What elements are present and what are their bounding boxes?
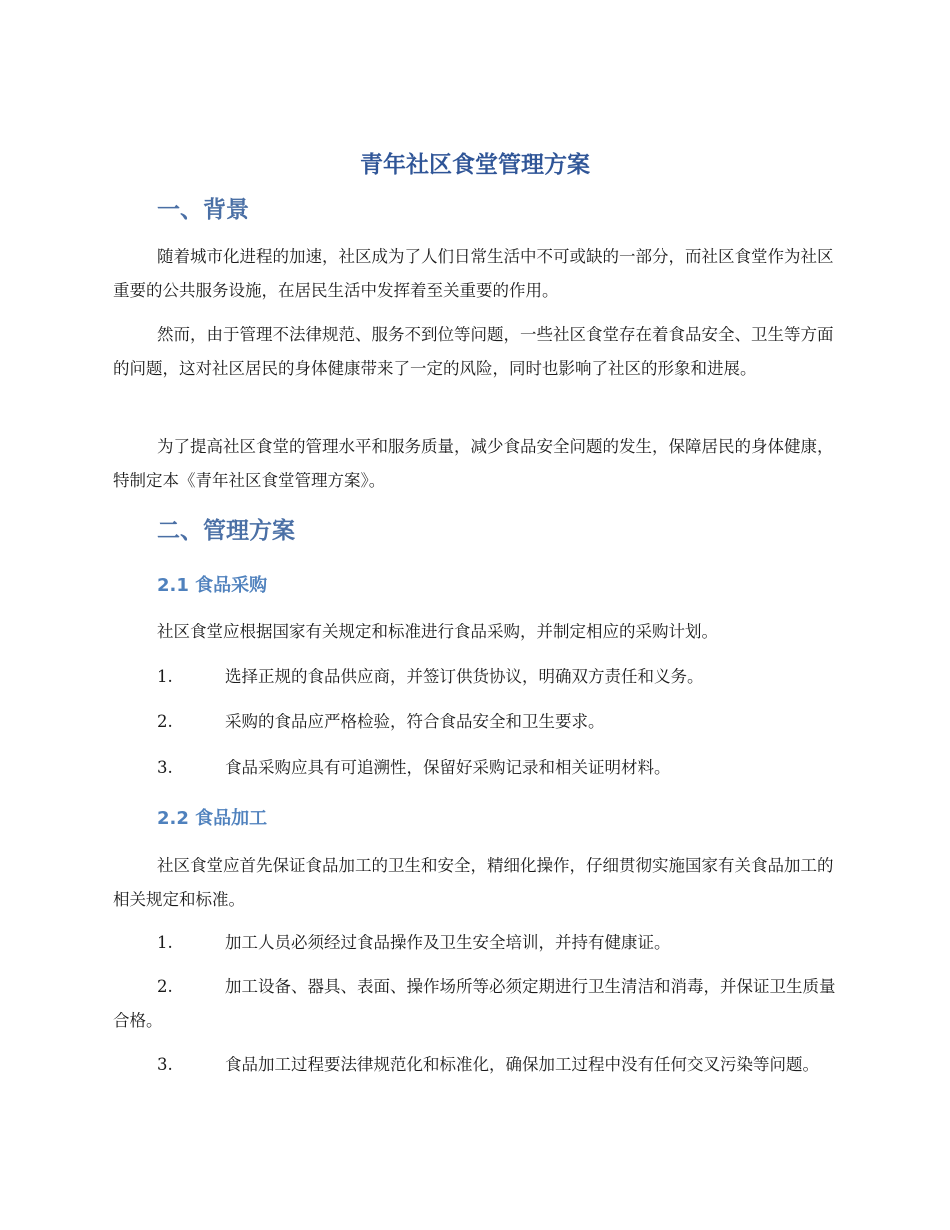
background-paragraph-2: 然而，由于管理不法律规范、服务不到位等问题，一些社区食堂存在着食品安全、卫生等方面的问题，这对社区居民的身体健康带来了一定的风险，同时也影响了社区的形象和进展。 xyxy=(113,325,834,378)
list-item-number: 3. xyxy=(157,1055,173,1074)
subsection-heading-purchasing: 2.1 食品采购 xyxy=(157,575,268,596)
processing-intro: 社区食堂应首先保证食品加工的卫生和安全，精细化操作，仔细贯彻实施国家有关食品加工的相关规定和标准。 xyxy=(113,856,834,909)
background-paragraph-1: 随着城市化进程的加速，社区成为了人们日常生活中不可或缺的一部分，而社区食堂作为社区重要的公共服务设施，在居民生活中发挥着至关重要的作用。 xyxy=(113,247,834,300)
background-paragraph-3: 为了提高社区食堂的管理水平和服务质量，减少食品安全问题的发生，保障居民的身体健康，特制定本《青年社区食堂管理方案》。 xyxy=(113,437,834,490)
list-item xyxy=(113,1048,841,1082)
list-item-text: 加工设备、器具、表面、操作场所等必须定期进行卫生清洁和消毒，并保证卫生质量合格。 xyxy=(113,977,836,1030)
list-item-text: 加工人员必须经过食品操作及卫生安全培训，并持有健康证。 xyxy=(225,933,671,952)
list-item-number: 2. xyxy=(157,977,173,996)
section-heading-management: 二、管理方案 xyxy=(157,518,295,544)
list-item xyxy=(113,705,841,739)
list-item-text: 选择正规的食品供应商，并签订供货协议，明确双方责任和义务。 xyxy=(225,667,704,686)
document-title: 青年社区食堂管理方案 xyxy=(360,152,590,178)
purchasing-intro: 社区食堂应根据国家有关规定和标准进行食品采购，并制定相应的采购计划。 xyxy=(157,622,718,641)
list-item xyxy=(113,970,841,1038)
subsection-heading-processing: 2.2 食品加工 xyxy=(157,808,268,829)
list-item-number: 2. xyxy=(157,712,173,731)
list-item-text: 采购的食品应严格检验，符合食品安全和卫生要求。 xyxy=(225,712,605,731)
list-item-text: 食品采购应具有可追溯性，保留好采购记录和相关证明材料。 xyxy=(225,758,671,777)
list-item xyxy=(113,751,841,785)
list-item xyxy=(113,926,841,960)
list-item-number: 1. xyxy=(157,933,173,952)
list-item-number: 3. xyxy=(157,758,173,777)
section-heading-background: 一、背景 xyxy=(157,197,249,223)
list-item-text: 食品加工过程要法律规范化和标准化，确保加工过程中没有任何交叉污染等问题。 xyxy=(225,1055,819,1074)
list-item-number: 1. xyxy=(157,667,173,686)
list-item xyxy=(113,660,841,694)
